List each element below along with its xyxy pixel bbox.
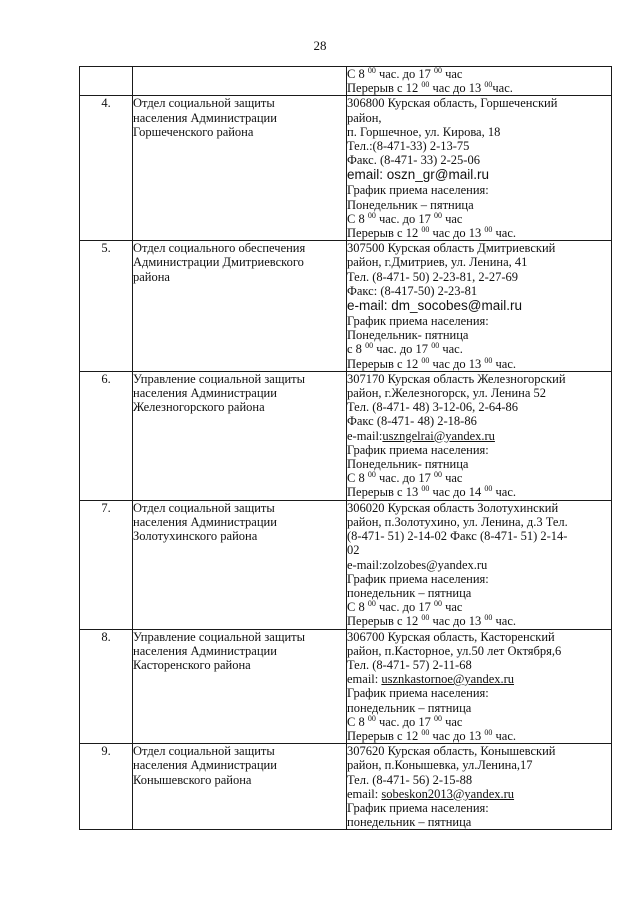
contact-text: час до 14 — [429, 485, 485, 500]
contact-text: район, п.Касторное, ул.50 лет Октября,6 — [347, 643, 562, 658]
table-row — [80, 500, 612, 629]
minutes-superscript: 00 — [484, 728, 493, 737]
contact-line — [347, 644, 611, 658]
office-name — [133, 96, 347, 241]
contact-line — [347, 485, 611, 499]
contact-line — [347, 81, 611, 95]
minutes-superscript: 00 — [421, 485, 430, 494]
contact-text: Перерыв с 12 — [347, 356, 422, 371]
contact-text: Перерыв с 12 — [347, 226, 422, 241]
table-row — [80, 96, 612, 241]
contact-text: район, — [347, 110, 382, 125]
contact-line — [347, 270, 611, 284]
contact-text: час. — [492, 356, 516, 371]
contact-text: 307170 Курская область Железногорский — [347, 371, 566, 386]
office-name-line: района — [133, 269, 170, 284]
contact-line — [347, 457, 611, 471]
contact-line — [347, 386, 611, 400]
office-name — [133, 500, 347, 629]
office-name-line: населения Администрации — [133, 514, 277, 529]
row-number — [80, 67, 133, 96]
table-row — [80, 629, 612, 744]
contact-text: Тел.:(8-471-33) 2-13-75 — [347, 139, 470, 154]
contact-text: Тел. (8-471- 56) 2-15-88 — [347, 772, 473, 787]
contact-text: Понедельник – пятница — [347, 197, 474, 212]
contact-text: С 8 — [347, 714, 368, 729]
contact-line — [347, 471, 611, 485]
office-contact-info — [347, 96, 612, 241]
contact-text: 306020 Курская область Золотухинский — [347, 500, 559, 515]
row-number: 5. — [80, 241, 133, 372]
office-name — [133, 371, 347, 500]
contact-text: час. — [439, 342, 463, 357]
contact-text: район, г.Дмитриев, ул. Ленина, 41 — [347, 255, 528, 270]
contact-text: e-mail:zolzobes@yandex.ru — [347, 557, 488, 572]
contact-text: Перерыв с 12 — [347, 614, 422, 629]
contact-line — [347, 729, 611, 743]
contact-line — [347, 212, 611, 226]
minutes-superscript: 00 — [484, 614, 493, 623]
minutes-superscript: 00 — [367, 67, 376, 75]
table-row — [80, 241, 612, 372]
contact-line — [347, 758, 611, 772]
contact-line — [347, 241, 611, 255]
email-text: e-mail: dm_socobes@mail.ru — [347, 298, 523, 314]
contact-text: час. до 17 — [375, 600, 434, 615]
email-link[interactable]: sobeskon2013@yandex.ru — [381, 786, 515, 801]
contact-line — [347, 744, 611, 758]
table-body — [80, 67, 612, 830]
contact-text: час. до 17 — [375, 211, 434, 226]
contact-line — [347, 255, 611, 269]
contact-line — [347, 414, 611, 428]
contact-line — [347, 226, 611, 240]
contact-text: Тел. (8-471- 50) 2-23-81, 2-27-69 — [347, 269, 518, 284]
contact-text: Тел. (8-471- 57) 2-11-68 — [347, 657, 472, 672]
contact-text: Факс: (8-417-50) 2-23-81 — [347, 283, 478, 298]
minutes-superscript: 00 — [484, 485, 493, 494]
minutes-superscript: 00 — [484, 356, 493, 365]
row-number: 8. — [80, 629, 133, 744]
contact-text: район, п.Золотухино, ул. Ленина, д.3 Тел. — [347, 514, 568, 529]
contact-text: (8-471- 51) 2-14-02 Факс (8-471- 51) 2-14- — [347, 529, 568, 544]
office-name-line: Горшеченского района — [133, 124, 254, 139]
contact-text: час до 13 — [429, 728, 485, 743]
contact-text: Перерыв с 12 — [347, 728, 422, 743]
contact-text: Тел. (8-471- 48) 3-12-06, 2-64-86 — [347, 400, 518, 415]
minutes-superscript: 00 — [421, 356, 430, 365]
table-row — [80, 744, 612, 830]
contact-line — [347, 284, 611, 298]
contact-text: email: — [347, 786, 382, 801]
contact-line — [347, 630, 611, 644]
office-name-line: Касторенского района — [133, 657, 251, 672]
minutes-superscript: 00 — [433, 600, 442, 609]
contact-text: час — [441, 600, 463, 615]
office-name — [133, 629, 347, 744]
minutes-superscript: 00 — [433, 67, 442, 75]
contact-text: Понедельник- пятница — [347, 457, 469, 472]
email-link[interactable]: usznkastornoe@yandex.ru — [381, 672, 515, 687]
office-name-line: населения Администрации — [133, 643, 277, 658]
contact-text: час. — [492, 226, 516, 241]
contact-text: e-mail: — [347, 428, 383, 443]
contact-line — [347, 198, 611, 212]
office-contact-info — [347, 629, 612, 744]
office-contact-info — [347, 241, 612, 372]
office-name-line: Железногорского района — [133, 400, 265, 415]
contact-line — [347, 400, 611, 414]
office-name-line: Управление социальной защиты — [133, 629, 306, 644]
contact-text: 307620 Курская область, Конышевский — [347, 744, 556, 759]
contact-text: час. — [492, 485, 516, 500]
office-name-line: Отдел социальной защиты — [133, 744, 275, 759]
minutes-superscript: 00 — [431, 342, 440, 351]
minutes-superscript: 00 — [367, 600, 376, 609]
contact-text: График приема населения: — [347, 314, 489, 329]
contact-text: с 8 — [347, 342, 366, 357]
contact-line — [347, 501, 611, 515]
minutes-superscript: 00 — [365, 342, 374, 351]
contact-text: час. — [492, 81, 513, 96]
contact-line — [347, 298, 611, 314]
contact-text: Перерыв с 13 — [347, 485, 422, 500]
contact-line — [347, 125, 611, 139]
contact-text: час. до 17 — [375, 714, 434, 729]
contact-text: Понедельник- пятница — [347, 328, 469, 343]
contact-text: понедельник – пятница — [347, 815, 472, 830]
contact-text: График приема населения: — [347, 571, 489, 586]
contact-line — [347, 139, 611, 153]
office-name — [133, 67, 347, 96]
contact-text: Факс (8-471- 48) 2-18-86 — [347, 414, 477, 429]
contact-line — [347, 815, 611, 829]
contact-line — [347, 543, 611, 557]
contact-text: час до 13 — [429, 226, 485, 241]
minutes-superscript: 00 — [421, 614, 430, 623]
contact-text: С 8 — [347, 211, 368, 226]
contact-line — [347, 183, 611, 197]
contact-line — [347, 787, 611, 801]
contact-line — [347, 111, 611, 125]
office-contact-info — [347, 500, 612, 629]
minutes-superscript: 00 — [421, 81, 430, 90]
office-name-line: Отдел социальной защиты — [133, 500, 275, 515]
office-name — [133, 241, 347, 372]
contact-line — [347, 672, 611, 686]
contact-text: час — [441, 471, 463, 486]
contact-line — [347, 443, 611, 457]
office-name-line: Управление социальной защиты — [133, 371, 306, 386]
page-number: 28 — [313, 38, 327, 53]
minutes-superscript: 00 — [433, 714, 442, 723]
contact-text: С 8 — [347, 471, 368, 486]
contact-line — [347, 529, 611, 543]
contact-line — [347, 614, 611, 628]
contact-line — [347, 429, 611, 443]
minutes-superscript: 00 — [367, 211, 376, 220]
contact-line — [347, 96, 611, 110]
contact-text: понедельник – пятница — [347, 585, 472, 600]
minutes-superscript: 00 — [484, 81, 493, 90]
contact-text: час. до 17 — [375, 67, 434, 81]
office-name-line: Отдел социального обеспечения — [133, 241, 306, 256]
minutes-superscript: 00 — [433, 471, 442, 480]
contact-line — [347, 801, 611, 815]
email-link[interactable]: uszngelrai@yandex.ru — [382, 428, 495, 443]
row-number: 6. — [80, 371, 133, 500]
contact-text: Факс. (8-471- 33) 2-25-06 — [347, 153, 480, 168]
contact-text: час. до 17 — [375, 471, 434, 486]
office-name-line: населения Администрации — [133, 758, 277, 773]
minutes-superscript: 00 — [421, 226, 430, 235]
office-name-line: Золотухинского района — [133, 529, 258, 544]
contact-text: п. Горшечное, ул. Кирова, 18 — [347, 124, 501, 139]
contact-text: email: — [347, 672, 382, 687]
contact-text: час до 13 — [429, 614, 485, 629]
contact-text: час — [441, 714, 463, 729]
contact-line — [347, 67, 611, 81]
row-number: 9. — [80, 744, 133, 830]
contact-text: График приема населения: — [347, 686, 489, 701]
contact-text: район, г.Железногорск, ул. Ленина 52 — [347, 386, 547, 401]
contact-text: 306700 Курская область, Касторенский — [347, 629, 555, 644]
contact-line — [347, 600, 611, 614]
contact-text: График приема населения: — [347, 800, 489, 815]
contact-line — [347, 586, 611, 600]
minutes-superscript: 00 — [367, 714, 376, 723]
row-number: 4. — [80, 96, 133, 241]
minutes-superscript: 00 — [433, 211, 442, 220]
contact-text: час. до 17 — [373, 342, 432, 357]
contact-line — [347, 515, 611, 529]
minutes-superscript: 00 — [484, 226, 493, 235]
contact-line — [347, 153, 611, 167]
contact-line — [347, 314, 611, 328]
minutes-superscript: 00 — [367, 471, 376, 480]
table-row — [80, 67, 612, 96]
contact-text: 306800 Курская область, Горшеченский — [347, 96, 558, 111]
contact-text: С 8 — [347, 600, 368, 615]
contact-line — [347, 328, 611, 342]
contact-line — [347, 558, 611, 572]
contact-line — [347, 342, 611, 356]
office-contact-info — [347, 744, 612, 830]
contact-line — [347, 715, 611, 729]
contact-text: График приема населения: — [347, 183, 489, 198]
contact-text: час. — [492, 728, 516, 743]
contact-text: понедельник – пятница — [347, 700, 472, 715]
contact-line — [347, 167, 611, 183]
office-name-line: Администрации Дмитриевского — [133, 255, 304, 270]
office-name — [133, 744, 347, 830]
office-contact-info — [347, 371, 612, 500]
contact-line — [347, 357, 611, 371]
contact-text: час. — [492, 614, 516, 629]
contact-text: 02 — [347, 543, 360, 558]
office-name-line: Конышевского района — [133, 772, 252, 787]
social-protection-offices-table — [79, 66, 612, 830]
office-name-line: населения Администрации — [133, 386, 277, 401]
office-contact-info — [347, 67, 612, 96]
minutes-superscript: 00 — [421, 728, 430, 737]
table-row — [80, 371, 612, 500]
contact-line — [347, 773, 611, 787]
contact-text: График приема населения: — [347, 442, 489, 457]
contact-line — [347, 372, 611, 386]
contact-text: район, п.Конышевка, ул.Ленина,17 — [347, 758, 533, 773]
email-text: email: oszn_gr@mail.ru — [347, 167, 490, 183]
row-number: 7. — [80, 500, 133, 629]
contact-line — [347, 686, 611, 700]
contact-text: час — [441, 67, 463, 81]
contact-text: Перерыв с 12 — [347, 81, 422, 96]
office-name-line: населения Администрации — [133, 110, 277, 125]
contact-text: час — [441, 211, 463, 226]
contact-text: С 8 — [347, 67, 368, 81]
contact-line — [347, 572, 611, 586]
contact-text: 307500 Курская область Дмитриевский — [347, 241, 556, 256]
contact-line — [347, 701, 611, 715]
contact-text: час до 13 — [429, 356, 485, 371]
contact-line — [347, 658, 611, 672]
contact-text: час до 13 — [429, 81, 485, 96]
office-name-line: Отдел социальной защиты — [133, 96, 275, 111]
